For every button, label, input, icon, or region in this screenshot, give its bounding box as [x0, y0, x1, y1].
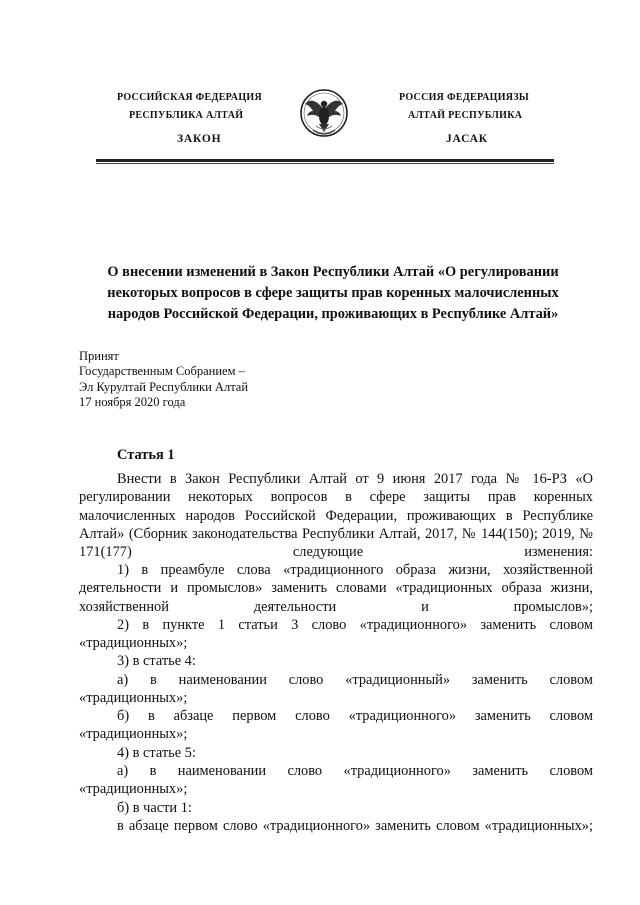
header-right-line2: АЛТАЙ РЕСПУБЛИКА	[408, 110, 523, 121]
article-item-3a: а) в наименовании слово «традиционный» заменить словом «традиционных»;	[79, 672, 593, 707]
article-item-2: 2) в пункте 1 статьи 3 слово «традиционного» заменить словом «традиционных»;	[79, 617, 593, 652]
article-item-4: 4) в статье 5:	[117, 745, 196, 761]
adoption-line-3: Эл Курултай Республики Алтай	[79, 379, 249, 394]
adoption-line-2: Государственным Собранием –	[79, 364, 245, 379]
article-item-4b-text: в абзаце первом слово «традиционного» заменить словом «традиционных»;	[117, 818, 593, 834]
adoption-block	[79, 349, 248, 410]
article-item-4a: а) в наименовании слово «традиционного» заменить словом «традиционных»;	[79, 763, 593, 798]
article-heading: Статья 1	[117, 447, 175, 463]
law-title: О внесении изменений в Закон Республики Алтай «О регулировании некоторых вопросов в сфере защиты прав коренных малочисленных народов Российской Федерации, проживающих в Республике Алтай»	[107, 264, 559, 322]
header-left-line3: ЗАКОН	[177, 133, 222, 145]
header-left-line2: РЕСПУБЛИКА АЛТАЙ	[129, 110, 244, 121]
header-right-line1: РОССИЯ ФЕДЕРАЦИЯЗЫ	[399, 92, 530, 103]
header-divider-thick	[96, 159, 554, 162]
article-intro: Внести в Закон Республики Алтай от 9 июня 2017 года № 16-РЗ «О регулировании некоторых вопросов в сфере защиты прав коренных малочисленных народов Российской Федерации, проживающих в Республике Алтай» (Сборник законодательства Республики Алтай, 2017, № 144(150); 2019, № 171(177) следующие изменения:	[79, 471, 593, 561]
adoption-line-4: 17 ноября 2020 года	[79, 394, 186, 409]
article-item-4b: б) в части 1:	[117, 800, 192, 816]
article-item-3: 3) в статье 4:	[117, 653, 196, 669]
coat-of-arms-icon	[299, 80, 349, 146]
header-divider-thin	[96, 163, 554, 164]
article-item-3b: б) в абзаце первом слово «традиционного» заменить словом «традиционных»;	[79, 708, 593, 743]
header-right-line3: JАСАК	[446, 133, 488, 145]
header-left-line1: РОССИЙСКАЯ ФЕДЕРАЦИЯ	[117, 92, 263, 103]
article-item-1: 1) в преамбуле слова «традиционного образа жизни, хозяйственной деятельности и промыслов» заменить словами «традиционных образа жизни, хозяйственной деятельности и промыслов»;	[79, 562, 593, 615]
adoption-line-1: Принят	[79, 349, 119, 363]
